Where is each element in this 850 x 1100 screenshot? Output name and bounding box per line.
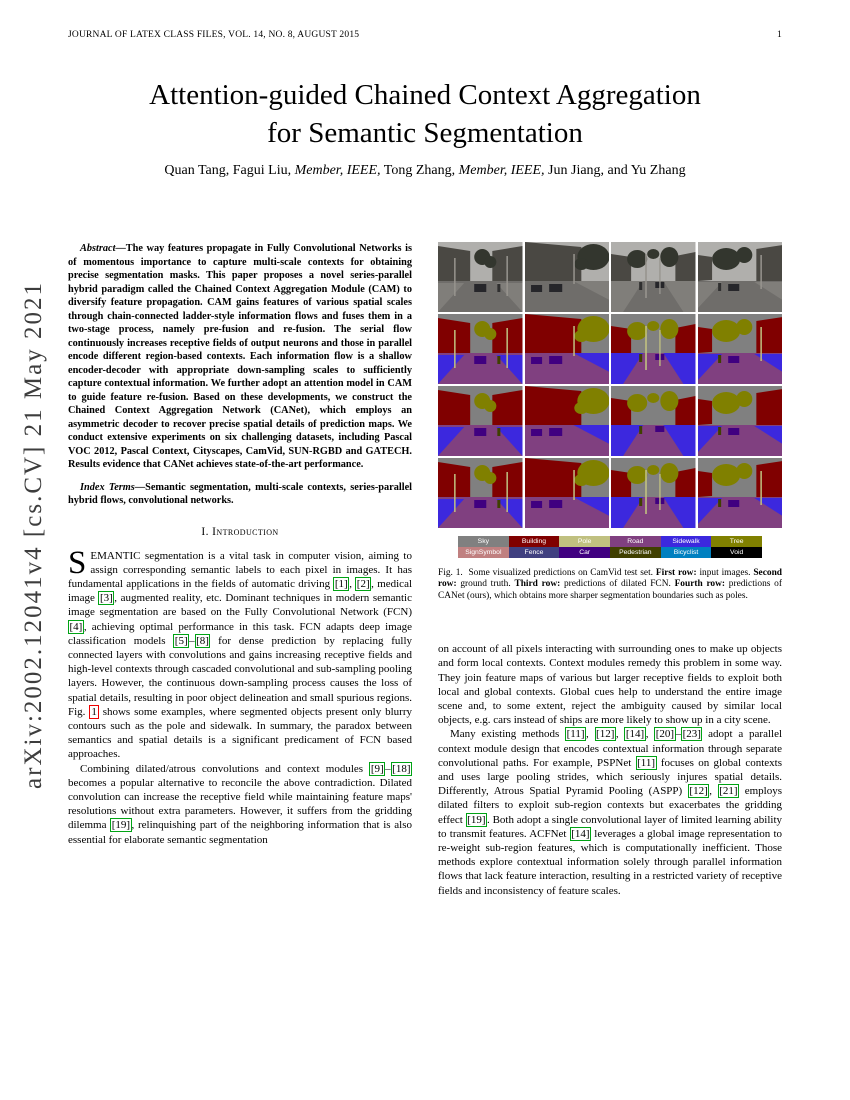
- citation-link[interactable]: [12]: [689, 785, 708, 798]
- figure1-image-r4c1: [438, 458, 523, 528]
- citation-link[interactable]: [14]: [571, 827, 590, 840]
- citation-link[interactable]: [11]: [566, 728, 585, 741]
- citation-link[interactable]: [21]: [719, 785, 738, 798]
- citation-link[interactable]: [8]: [196, 634, 209, 647]
- italic-text: Member, IEEE,: [294, 163, 381, 178]
- figure1-caption: Fig. 1. Some visualized predictions on CamVid test set. First row: input images. Second row: ground truth. Third row: predictions of dilated FCN. Fourth row: predictions of CANet (ours), which obtains more sharper segmentation boundaries such as poles.: [438, 568, 782, 601]
- figure1-image-r2c3: [611, 314, 696, 384]
- legend-item-pedestrian: Pedestrian: [610, 547, 661, 558]
- intro-paragraph-1: SEMANTIC segmentation is a vital task in computer vision, aiming to assign corresponding semantic labels to each pixel in images. It has fundamental applications in the fields of automatic driving [1] , [2] , medical image [3] , augmented reality, etc. Dominant techniques in modern semantic image segmentation are based on the Fully Convolutional Network (FCN) [4] , achieving optimal performance in this task. FCN adapts deep image classification models [5] – [8] for dense prediction by replacing fully connected layers with convolutions and gains increasing receptive fields and high-level contexts through cascaded convolutional and sub-sampling pooling layers. However, the continuous down-sampling process causes the loss of spatial details, resulting in poor object delineation and small spurious regions. Fig. 1 shows some examples, where segmented objects present only blurry contours such as the pole and sidewalk. In summary, the paradox between semantics and spatial details is a significant predicament of FCN based approaches.: [68, 544, 413, 761]
- running-header: [68, 30, 782, 40]
- citation-link[interactable]: [19]: [111, 819, 131, 832]
- citation-link[interactable]: [3]: [99, 592, 113, 605]
- intro-paragraph-2: Combining dilated/atrous convolutions and context modules [9] – [18] becomes a popular alternative to reconcile the above contradiction. Dilated convolution can increase the receptive field while maintaining feature maps' resolutions without extra parameters. However, it suffers from the gridding dilemma [19] , relinquishing part of the neighboring information that is also essential for elaborate semantic segmentation: [68, 762, 412, 846]
- figure1-image-r2c2: [525, 314, 610, 384]
- page-number: 1: [777, 30, 782, 40]
- citation-link[interactable]: [18]: [392, 762, 411, 775]
- figure1-legend: [458, 536, 762, 558]
- figure1-image-r3c4: [698, 386, 783, 456]
- figure1-image-grid: [438, 242, 782, 528]
- legend-item-pole: Pole: [559, 536, 610, 547]
- figure1-image-r2c1: [438, 314, 523, 384]
- index-terms: Index Terms—Semantic segmentation, multi-scale contexts, series-parallel hybrid flows, convolutional networks.: [68, 481, 412, 506]
- right-column: [438, 242, 782, 898]
- figure1-image-r4c3: [611, 458, 696, 528]
- figure1-image-r1c1: [438, 242, 523, 312]
- legend-item-car: Car: [559, 547, 610, 558]
- figure1-image-r1c2: [525, 242, 610, 312]
- figure1-image-r3c1: [438, 386, 523, 456]
- citation-link[interactable]: [14]: [625, 728, 645, 741]
- bold-text: Third row:: [514, 579, 561, 590]
- drop-cap: S: [68, 544, 87, 581]
- citation-link[interactable]: [2]: [356, 577, 370, 590]
- section-heading-introduction: I. Introduction: [201, 525, 279, 538]
- abstract-paragraph: Abstract—The way features propagate in Fully Convolutional Networks is of momentous importance to capture multi-scale contexts for obtaining precise segmentation masks. This paper proposes a novel series-parallel hybrid paradigm called the Chained Context Aggregation Module (CAM) to diversify feature propagation. CAM gains features of various spatial scales through chain-connected ladder-style information flows and fuses them in a two-stage process, namely pre-fusion and re-fusion. The serial flow continuously increases receptive fields of output neurons and those in parallel encode different region-based contexts. Each information flow is a shallow encoder-decoder with appropriate down-sampling scales to sufficiently capture contextual information. We further adopt an attention model in CAM to guide feature re-fusion. Based on these developments, we construct the Chained Context Aggregation Network (CANet), which employs an asymmetric decoder to recover precise spatial details of prediction maps. We conduct extensive experiments on six challenging datasets, including Pascal VOC 2012, Pascal Context, Cityscapes, CamVid, SUN-RGBD and GATECH. Results evidence that CANet achieves state-of-the-art performance.: [68, 243, 412, 470]
- figure1-image-r1c4: [698, 242, 783, 312]
- arxiv-watermark: arXiv:2002.12041v4 [cs.CV] 21 May 2021: [20, 281, 47, 789]
- title-line-1: Attention-guided Chained Context Aggregation: [149, 79, 701, 111]
- figure1: [438, 242, 782, 602]
- legend-item-bicyclist: Bicyclist: [661, 547, 712, 558]
- citation-link[interactable]: [19]: [467, 813, 486, 826]
- bold-text: Fourth row:: [674, 579, 726, 590]
- figure-reference-link[interactable]: 1: [91, 705, 97, 718]
- legend-item-sidewalk: Sidewalk: [661, 536, 712, 547]
- bold-text: Second row:: [438, 568, 782, 590]
- legend-item-fence: Fence: [509, 547, 560, 558]
- citation-link[interactable]: [4]: [69, 620, 83, 633]
- title-line-2: for Semantic Segmentation: [267, 117, 583, 149]
- italic-text: Index Terms: [80, 481, 135, 493]
- citation-link[interactable]: [12]: [596, 728, 615, 741]
- figure1-image-r4c2: [525, 458, 610, 528]
- right-paragraph-2: Many existing methods [11] , [12] , [14] , [20] – [23] adopt a parallel context module design that encodes contextual information through separate convolutional paths. For example, PSPNet [11] focuses on global contexts and uses large pooling strides, which seriously injures spatial details. Differently, Atrous Spatial Pyramid Pooling (ASPP) [12] , [21] employs dilated filters to exploit sub-region contexts but exacerbates the gridding effect [19] . Both adopt a single convolutional layer of limited learning ability to transmit features. ACFNet [14] leverages a global image representation to re-weight sub-region features, which is computationally inefficient. Those methods explore contextual information solely through parallel information flows that lack feature interaction, resulting in a restricted variety of receptive fields and inconsistency of feature scales.: [438, 728, 783, 897]
- right-paragraph-1: on account of all pixels interacting with surrounding ones to make up objects and form local contexts. Context modules remedy this problem in some way. They join feature maps of various but larger receptive fields to exploit both local and global contexts. Global cues help to understand the entire image scene and, to some extent, reject the ambiguity caused by similar local objects, e.g. cars instead of ships are more likely to show up in a city scene.: [438, 643, 782, 727]
- citation-link[interactable]: [23]: [682, 728, 701, 741]
- legend-item-road: Road: [610, 536, 661, 547]
- figure1-image-r1c3: [611, 242, 696, 312]
- legend-item-tree: Tree: [711, 536, 762, 547]
- citation-link[interactable]: [1]: [334, 577, 348, 590]
- bold-text: First row:: [655, 568, 697, 578]
- legend-item-sky: Sky: [458, 536, 509, 547]
- citation-link[interactable]: [11]: [637, 756, 656, 769]
- figure1-image-r4c4: [698, 458, 783, 528]
- figure1-image-r3c2: [525, 386, 610, 456]
- legend-item-building: Building: [509, 536, 560, 547]
- citation-link[interactable]: [9]: [370, 762, 384, 775]
- legend-item-void: Void: [711, 547, 762, 558]
- figure1-image-r3c3: [611, 386, 696, 456]
- figure1-image-r2c4: [698, 314, 783, 384]
- left-column: [68, 242, 412, 898]
- paper-title: [0, 76, 850, 152]
- citation-link[interactable]: [5]: [174, 634, 188, 647]
- italic-text: Abstract: [80, 243, 116, 254]
- journal-name: JOURNAL OF LATEX CLASS FILES, VOL. 14, NO. 8, AUGUST 2015: [68, 30, 360, 40]
- legend-item-signsymbol: SignSymbol: [458, 547, 509, 558]
- two-column-body: [68, 242, 782, 898]
- citation-link[interactable]: [20]: [655, 728, 675, 741]
- italic-text: Member, IEEE,: [458, 163, 545, 178]
- authors-line: Quan Tang, Fagui Liu, Member, IEEE, Tong Zhang, Member, IEEE, Jun Jiang, and Yu Zhang: [164, 163, 686, 178]
